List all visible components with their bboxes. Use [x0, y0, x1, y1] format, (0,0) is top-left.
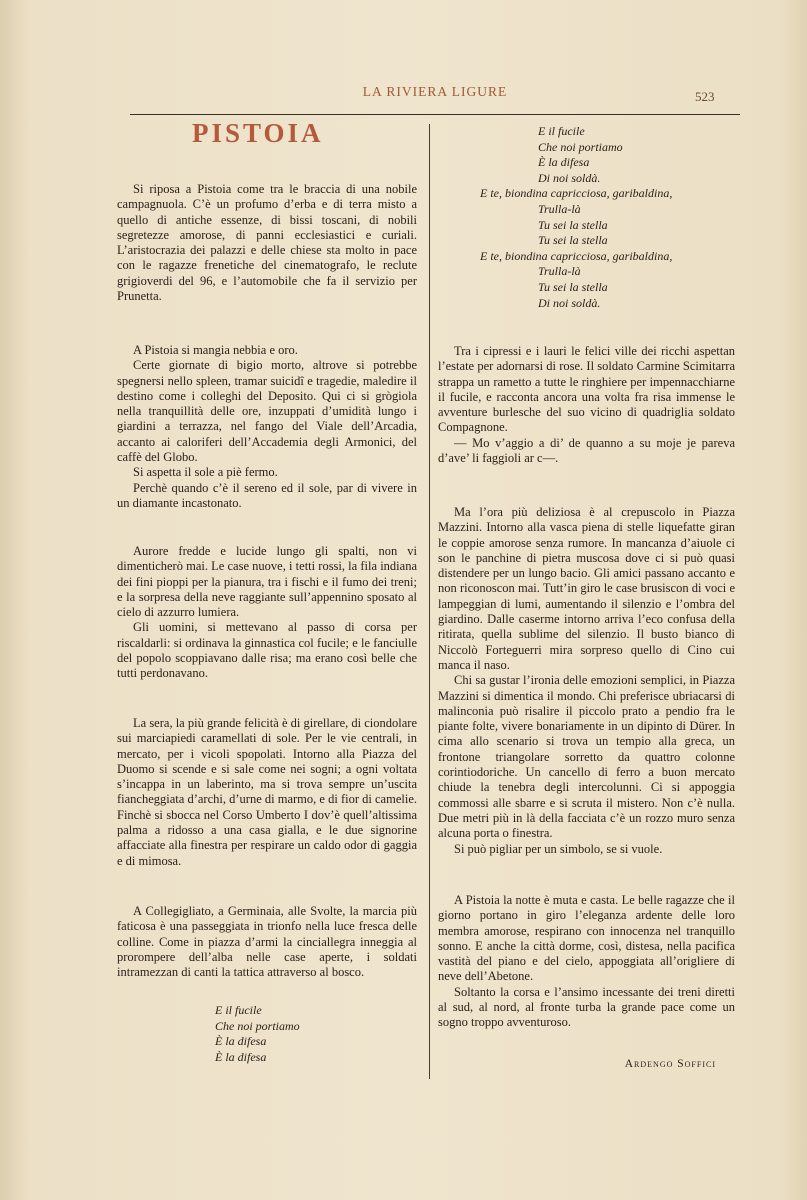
verse-line: Trulla-là [538, 201, 581, 216]
paragraph: A Collegigliato, a Germinaia, alle Svolte, la marcia più faticosa è una passeggiata in trionfo nella luce fresca delle colline. Come in piazza d’armi la cinciallegra inneggia al prorompere dell’alba nelle case aperte, i soldati intramezzan di canti la tattica attraverso al bosco. [117, 904, 417, 980]
paragraph: A Pistoia la notte è muta e casta. Le belle ragazze che il giorno portano in giro l’eleganza ardente delle loro membra amorose, respirano con innocenza nel tranquillo sonno. E anche la città dorme, così, distesa, nella pacifica vastità del piano e del cielo, appoggiata all’origliere di neve dell’Abetone. [438, 893, 735, 984]
left-section-5 [117, 904, 417, 980]
verse-line: Tu sei la stella [538, 233, 608, 248]
verse-line: Tu sei la stella [538, 279, 608, 294]
paragraph: Si aspetta il sole a piè fermo. [133, 465, 278, 480]
verse-line: E te, biondina capricciosa, garibaldina, [480, 248, 673, 263]
right-verse [480, 124, 740, 311]
verse-line: Di noi soldà. [538, 295, 601, 310]
left-section-1 [117, 182, 417, 304]
verse-line: E il fucile [538, 124, 585, 138]
verse-line: Che noi portiamo [215, 1018, 300, 1033]
paragraph: — Mo v’aggio a di’ de quanno a su moje je pareva d’ave’ li faggioli ar c—. [438, 435, 735, 466]
paragraph: La sera, la più grande felicità è di girellare, di ciondolare sui marciapiedi caramellati di sole. Per le vie centrali, in mercato, per i vicoli spopolati. Intorno alla Piazza del Duomo si scende e si sale come nei sogni; a ogni voltata s’incappa in un laberinto, ma si trova sempre un’uscita fiancheggiata d’archi, d’urne di marmo, e di fior di camelie. Finchè si sbocca nel Corso Umberto I dov’è quell’altissima palma a ridosso a una casa gialla, e le due signorine affacciate alla finestra per respirare un caldo odor di gaggia e di mimosa. [117, 716, 417, 868]
running-header: LA RIVIERA LIGURE [362, 84, 508, 99]
paragraph: A Pistoia si mangia nebbia e oro. [133, 343, 298, 357]
paragraph: Si può pigliar per un simbolo, se si vuole. [454, 841, 663, 856]
left-section-3 [117, 544, 417, 682]
verse-line: È la difesa [215, 1034, 267, 1049]
paragraph: Si riposa a Pistoia come tra le braccia di una nobile campagnuola. C’è un profumo d’erba e di terra misto a quello di antiche essenze, di bissi toscani, di nobili segretezze amorose, di panni ecclesiastici e curiali. L’aristocrazia dei palazzi e delle chiese sta molto in pace con le ragazze frenetiche del cinematografo, le reclute grigioverdi del 96, e l’automobile che fa il servizio per Prunetta. [117, 182, 417, 304]
verse-line: Trulla-là [538, 264, 581, 279]
verse-line: Di noi soldà. [538, 170, 601, 185]
paragraph: Soltanto la corsa e l’ansimo incessante dei treni diretti al sud, al nord, al fronte turba la grande pace come un sogno troppo avventuroso. [438, 984, 735, 1030]
author-signature: Ardengo Soffici [624, 1058, 716, 1070]
verse-line: E te, biondina capricciosa, garibaldina, [480, 186, 673, 201]
paragraph: Certe giornate di bigio morto, altrove si potrebbe spegnersi nello spleen, tramar suicidî e tragedie, maledire il destino come i colleghi del Deposito. Qui ci si grògiola nella tranquillità delle ore, inzuppati d’umidità lungo i giardini a terrazza, nel fango del Viale dell’Arcadia, accanto ai caloriferi dell’Accademia degli Armonici, del caffè del Globo. [117, 358, 417, 465]
paragraph: Chi sa gustar l’ironia delle emozioni semplici, in Piazza Mazzini si dimentica il mondo. Chi preferisce ubriacarsi di malinconia può risalire il piccolo prato a pendio fra le piante folte, vivere bonariamente in un dipinto di Dürer. In cima allo scenario si trova un tempio alla greca, un frontone triangolare sorretto da quattro colonne corintiodoriche. Un cancello di ferro a buon mercato chiude la tenebra degli intercolunni. Ci si appoggia commossi alle sbarre e si scruta il mistero. Non c’è nulla. Due metri più in là della facciata c’è un rozzo muro senza alcuna porta o finestra. [438, 673, 735, 841]
paragraph: Gli uomini, si mettevano al passo di corsa per riscaldarli: si ordinava la ginnastica col fucile; e le fanciulle del popolo scoppiavano dalle risa; ma erano così belle che tutti perdonavano. [117, 620, 417, 681]
header-rule [130, 114, 740, 115]
left-section-4 [117, 716, 417, 869]
verse-line: E il fucile [215, 1003, 262, 1017]
left-verse [215, 1003, 415, 1065]
left-section-2 [117, 343, 417, 511]
column-divider [429, 124, 430, 1079]
paragraph: Perchè quando c’è il sereno ed il sole, par di vivere in un diamante incastonato. [117, 480, 417, 510]
right-section-3 [438, 893, 735, 1031]
verse-line: Tu sei la stella [538, 217, 608, 232]
verse-line: Che noi portiamo [538, 139, 623, 154]
right-section-2 [438, 505, 735, 857]
right-section-1 [438, 344, 735, 466]
paragraph: Tra i cipressi e i lauri le felici ville dei ricchi aspettan l’estate per adornarsi di rose. Il soldato Carmine Scimitarra strappa un rametto a tutte le ringhiere per impennacchiarne il fucile, e racconta ancora una volta fra risa immense le avventure burlesche del suo vicino di quadriglia soldato Compagnone. [438, 344, 735, 435]
paragraph: Aurore fredde e lucide lungo gli spalti, non vi dimenticherò mai. Le case nuove, i tetti rossi, la fila indiana dei fini pioppi per la pianura, tra i fischi e il fumo dei treni; e la sorpresa della neve raggiante sull’appennino sposato al cielo di azzurro lumiera. [117, 544, 417, 620]
verse-line: È la difesa [215, 1049, 267, 1064]
paragraph: Ma l’ora più deliziosa è al crepuscolo in Piazza Mazzini. Intorno alla vasca piena di stelle liquefatte giran le coppie amorose senza rumore. In mancanza d’aiuole ci son le panchine di pietra muscosa dove ci si può quasi distendere per un lungo bacio. Gli amici passano accanto e non riconoscon mai. Tutt’in giro le case brusiscon di voci e lampeggian di lumi, aumentando il silenzio e l’ombra del giardino. Dalle caserme intorno arriva l’eco confusa della ritirata, quella sublime del silenzio. Il busto bianco di Niccolò Forteguerri mira sorpreso quello di Cino cui manca il naso. [438, 505, 735, 672]
page-number: 523 [695, 89, 715, 104]
verse-line: È la difesa [538, 155, 590, 170]
article-title: PISTOIA [192, 118, 324, 148]
